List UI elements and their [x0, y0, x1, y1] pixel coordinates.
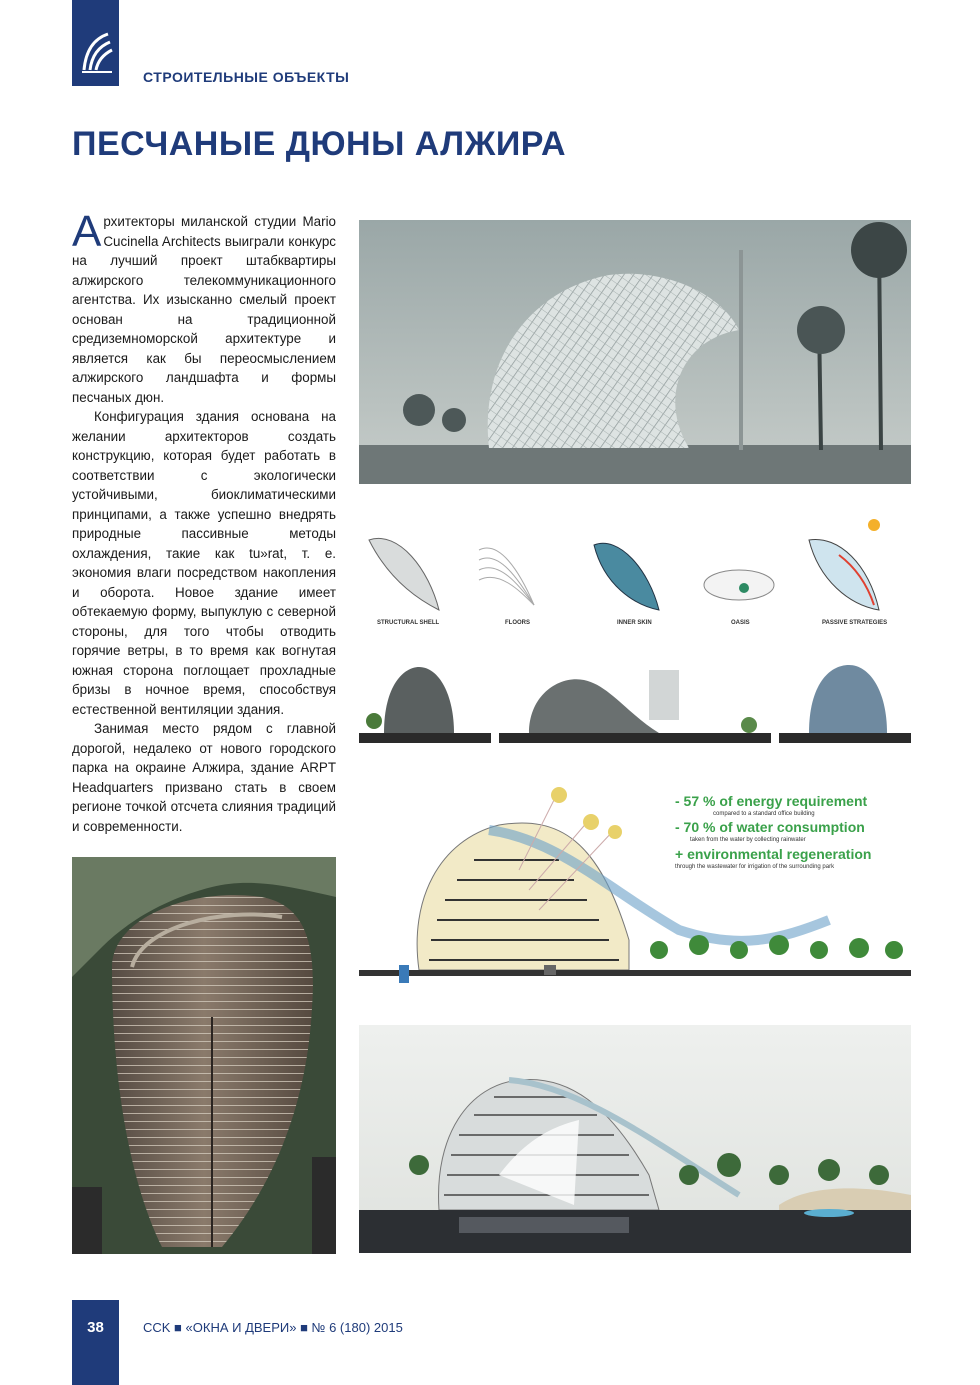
stat-water: - 70 % of water consumption	[675, 819, 865, 835]
label-inner-skin: INNER SKIN	[617, 620, 652, 626]
stat-regen: + environmental regeneration	[675, 846, 872, 862]
page-number: 38	[87, 1319, 104, 1336]
model-photo-image	[72, 857, 336, 1254]
footer-publication: CCK ■ «ОКНА И ДВЕРИ» ■ № 6 (180) 2015	[143, 1320, 403, 1335]
concept-diagram-image	[359, 510, 911, 630]
stat-energy: - 57 % of energy requirement	[675, 793, 868, 809]
label-floors: FLOORS	[505, 620, 530, 626]
magazine-logo-icon	[78, 30, 114, 76]
paragraph-1-text: рхитекторы миланской студии Mario Cucinella Architects выиграли конкурс на лучший проект штабквартиры алжирского телекоммуникационного агентства. Их изысканно смелый проект основан на традиционной средиземноморской архитектуре и является как бы переосмыслением алжирского ландшафта и формы песчаных дюн.	[72, 214, 336, 405]
label-passive-strategies: PASSIVE STRATEGIES	[822, 620, 888, 626]
elevation-views-image	[359, 655, 911, 743]
header-blue-bar	[72, 0, 119, 86]
building-render-image	[359, 220, 911, 484]
section-render-image	[359, 1025, 911, 1253]
label-structural-shell: STRUCTURAL SHELL	[377, 620, 440, 626]
stat-water-sub: taken from the water by collecting rainwater	[690, 837, 806, 843]
article-paragraph-2: Конфигурация здания основана на желании архитекторов создать конструкцию, которая будет работать в соответствии с экологически устойчивыми, биоклиматическими принципами, а также успешно внедрять природные пассивные методы охлаждения, такие как tu»rat, т. е. экономия влаги посредством накопления и оборота. Новое здание имеет обтекаемую форму, выпуклую с северной стороны, для того чтобы отводить горячие ветры, в то время как вогнутая южная сторона поглощает прохладные бризы в ночное время, способствуя естественной вентиляции здания.	[72, 409, 336, 717]
stat-energy-sub: compared to a standard office building	[713, 811, 815, 817]
label-oasis: OASIS	[731, 620, 750, 626]
article-paragraph-3: Занимая место рядом с главной дорогой, недалеко от нового городского парка на окраине Алжира, здание ARPT Headquarters призвано стать в своем регионе точкой отсчета слияния традиций и современности.	[72, 721, 336, 834]
page-title: ПЕСЧАНЫЕ ДЮНЫ АЛЖИРА	[72, 125, 567, 163]
section-label: СТРОИТЕЛЬНЫЕ ОБЪЕКТЫ	[143, 69, 350, 85]
stat-regen-sub: through the wastewater for irrigation of the surrounding park	[675, 864, 835, 870]
article-paragraph-1	[72, 207, 336, 407]
energy-section-diagram	[359, 780, 911, 1005]
article-body	[72, 207, 336, 836]
dropcap: А	[72, 207, 102, 256]
footer-blue-bar	[72, 1300, 119, 1385]
